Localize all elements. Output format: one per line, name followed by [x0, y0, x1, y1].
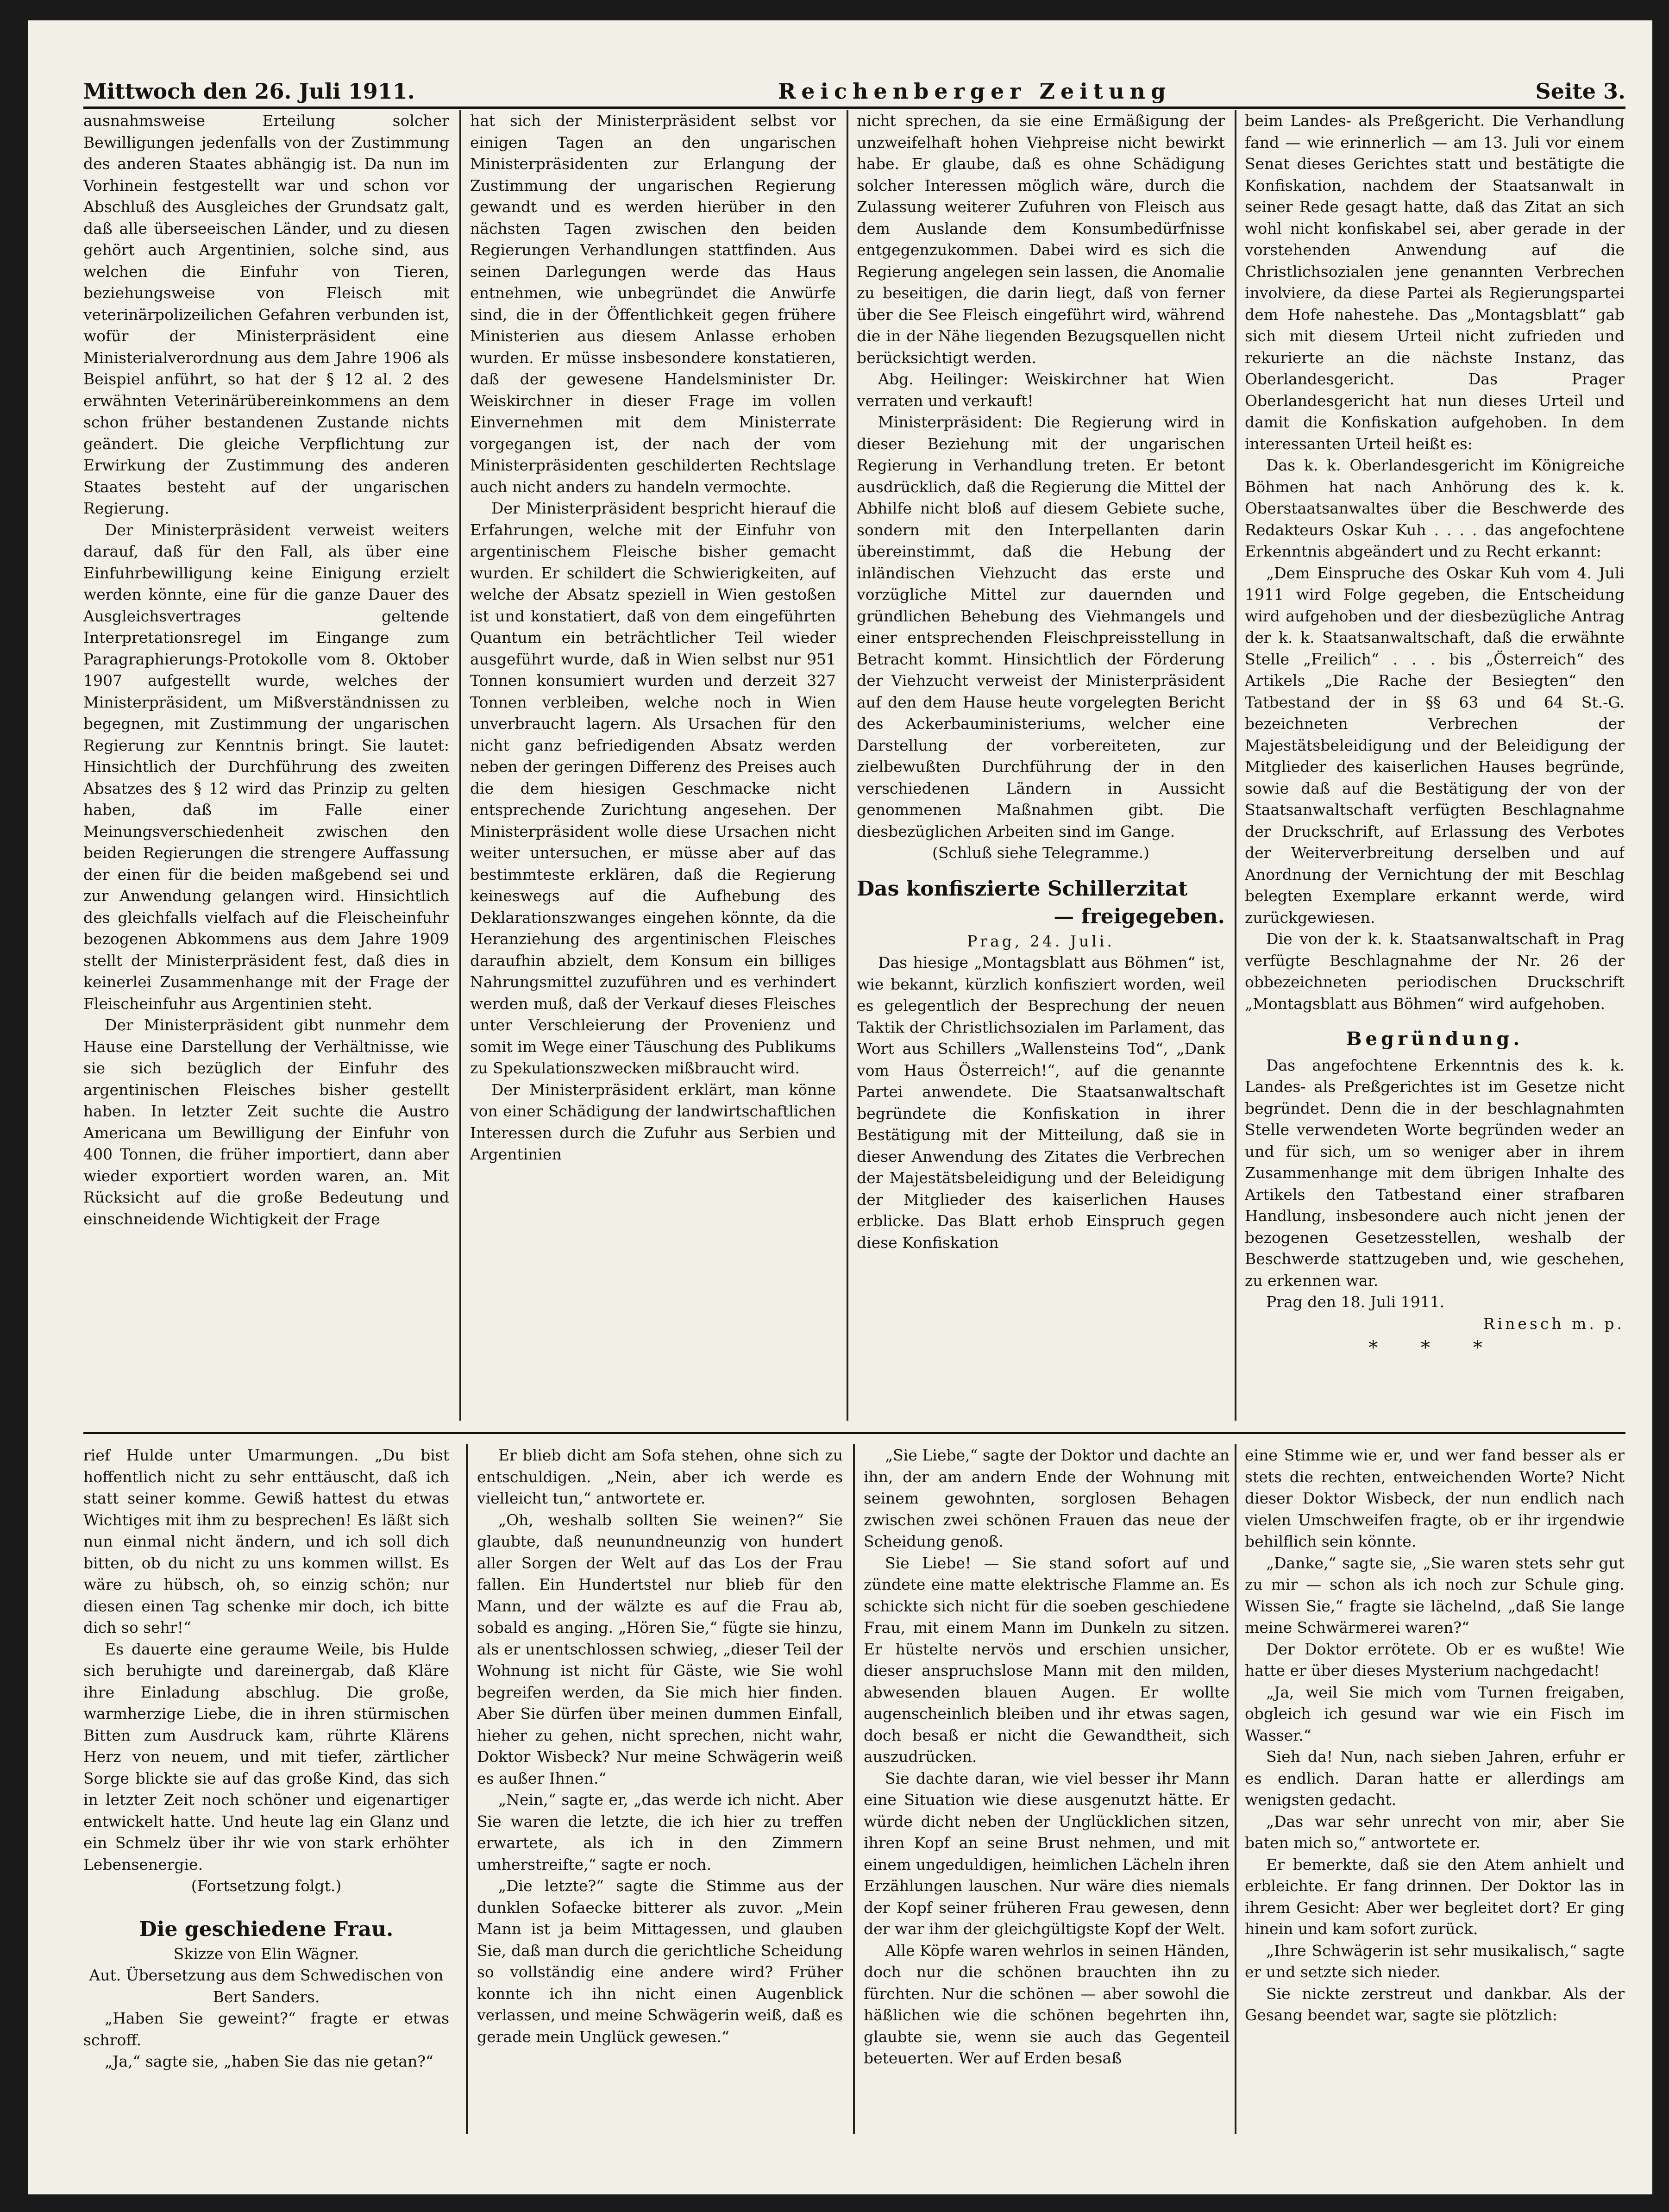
paragraph: Er bemerkte, daß sie den Atem anhielt und erbleichte. Er fang drinnen. Der Doktor las in ihrem Gesicht: Aber wer begleitet dort? Er ging hinein und kam sofort zurück.	[1245, 1855, 1625, 1938]
article-title-line-2: — freigegeben.	[1054, 904, 1225, 928]
paragraph: Sie Liebe! — Sie stand sofort auf und zündete eine matte elektrische Flamme an. Es schickte sich nicht für die soeben geschiedene Frau, mit einem Mann im Dunkeln zu sitzen. Er hüstelte nervös und erschien unsicher, dieser anspruchslose Mann mit den milden, abwesenden blauen Augen. Er wollte augenscheinlich bleiben und ihr etwas sagen, doch besaß er nicht die Gewandtheit, sich auszudrücken.	[864, 1554, 1230, 1766]
paragraph: Der Ministerpräsident verweist weiters darauf, daß für den Fall, als über eine Einfuhrbewilligung keine Einigung erzielt werden könnte, eine für die ganze Dauer des Ausgleichsvertrages geltende Interpretationsregel im Eingange zum Paragraphierungs-Protokolle vom 8. Oktober 1907 aufgestellt wurde, welches der Ministerpräsident, um Mißverständnissen zu begegnen, mit Zustimmung der ungarischen Regierung zur Kenntnis bringt. Sie lautet: Hinsichtlich der Durchführung des zweiten Absatzes des § 12 wird das Prinzip zu gelten haben, daß im Falle einer Meinungsverschiedenheit zwischen den beiden Regierungen die strengere Auffassung der einen für die beiden maßgebend sei und zur Anwendung gelangen wird. Hinsichtlich des gleichfalls vielfach auf die Fleischeinfuhr bezogenen Abkommens aus dem Jahre 1909 stellt der Ministerpräsident fest, daß dies in keinerlei Zusammenhange mit der Frage der Fleischeinfuhr aus Argentinien steht.	[83, 520, 449, 1013]
paragraph: Er blieb dicht am Sofa stehen, ohne sich zu entschuldigen. „Nein, aber ich werde es vielleicht tun,“ antwortete er.	[477, 1446, 843, 1507]
column-rule	[1235, 1444, 1236, 2134]
column-rule	[1235, 110, 1236, 1421]
paragraph: „Haben Sie geweint?“ fragte er etwas schroff.	[83, 2009, 449, 2049]
continuation-note: (Fortsetzung folgt.)	[191, 1877, 342, 1895]
paragraph: Der Ministerpräsident erklärt, man könne von einer Schädigung der landwirtschaftlichen Interessen durch die Zufuhr aus Serbien und Argentinien	[470, 1080, 836, 1163]
paragraph: ausnahmsweise Erteilung solcher Bewilligungen jedenfalls von der Zustimmung des anderen Staates abhängig ist. Da nun im Vorhinein festgestellt war und schon vor Abschluß des Ausgleiches der Grundsatz galt, daß alle überseeischen Länder, und zu diesen gehört auch Argentinien, solche sind, aus welchen die Einfuhr von Tieren, beziehungsweise von Fleisch mit veterinärpolizeilichen Gefahren verbunden ist, wofür der Ministerpräsident eine Ministerialverordnung aus dem Jahre 1906 als Beispiel anführt, so hat der § 12 al. 2 des erwähnten Veterinärübereinkommens an dem schon früher bestandenen Zustande nichts geändert. Die gleiche Verpflichtung zur Erwirkung der Zustimmung des anderen Staates besteht auf der ungarischen Regierung.	[83, 112, 449, 517]
article-title-line-1: Das konfiszierte Schillerzitat	[857, 877, 1188, 901]
paragraph: Abg. Heilinger: Weiskirchner hat Wien verraten und verkauft!	[857, 370, 1225, 410]
column-rule	[466, 1444, 468, 2134]
paragraph: „Das war sehr unrecht von mir, aber Sie baten mich so,“ antwortete er.	[1245, 1812, 1625, 1852]
paragraph: Sie dachte daran, wie viel besser ihr Mann eine Situation wie diese ausgenutzt hätte. Er würde dicht neben der Unglücklichen sitzen, ihren Kopf an seine Brust nehmen, und mit einem ungeduldigen, heimlichen Lächeln ihren Erzählungen lauschen. Nur wäre dies niemals der Kopf seiner früheren Frau gewesen, denn der war ihm der gleichgültigste Kopf der Welt.	[864, 1769, 1230, 1938]
scan-border-bottom	[0, 2194, 1669, 2212]
dateline: Prag, 24. Juli.	[967, 932, 1115, 950]
scan-border-left	[0, 0, 28, 2212]
section-stars: * * *	[1368, 1337, 1501, 1359]
article-column-1	[83, 110, 449, 1421]
section-heading: Begründung.	[1346, 1028, 1524, 1050]
paragraph: Es dauerte eine geraume Weile, bis Hulde sich beruhigte und dareinergab, daß Kläre ihre Einladung abschlug. Die große, warmherzige Liebe, die in ihren stürmischen Bitten zum Ausdruck kam, rührte Klärens Herz von neuem, und mit tiefer, zärtlicher Sorge blickte sie auf das große Kind, das sich in letzter Zeit noch schöner und eigenartiger entwickelt hatte. Und heute lag ein Glanz und ein Schmelz über ihr wie von stark erhöhter Lebensenergie.	[83, 1640, 449, 1874]
paragraph: Der Doktor errötete. Ob er es wußte! Wie hatte er über dieses Mysterium nachgedacht!	[1245, 1640, 1625, 1679]
feuilleton-column-4	[1245, 1445, 1625, 2135]
column-rule	[847, 110, 848, 1421]
scan-border-top	[0, 0, 1669, 20]
paragraph: hat sich der Ministerpräsident selbst vor einigen Tagen an den ungarischen Ministerpräsidenten zur Erlangung der Zustimmung der ungarischen Regierung gewandt und es werden hierüber in den nächsten Tagen zwischen den beiden Regierungen Verhandlungen stattfinden. Aus seinen Darlegungen werde das Haus entnehmen, wie unbegründet die Anwürfe sind, die in der Öffentlichkeit gegen frühere Ministerien aus diesem Anlasse erhoben wurden. Er müsse insbesondere konstatieren, daß der gewesene Handelsminister Dr. Weiskirchner in dieser Frage im vollen Einvernehmen mit dem Ministerrate vorgegangen ist, der nach der vom Ministerpräsidenten geschilderten Rechtslage auch nicht anders zu handeln vermochte.	[470, 112, 836, 496]
paragraph: Die von der k. k. Staatsanwaltschaft in Prag verfügte Beschlagnahme der Nr. 26 der obbezeichneten periodischen Druckschrift „Montagsblatt aus Böhmen“ wird aufgehoben.	[1245, 930, 1625, 1013]
paragraph: „Die letzte?“ sagte die Stimme aus der dunklen Sofaecke bitterer als zuvor. „Mein Mann ist ja beim Mittagessen, und glauben Sie, daß man durch die gerichtliche Scheidung so vollständig eine andere wird? Früher konnte ich ihn nicht einen Augenblick verlassen, und meine Schwägerin weiß, daß es gerade mein Unglück gewesen.“	[477, 1877, 843, 2046]
feuilleton-column-1	[83, 1445, 449, 2135]
header-paper-title: Reichenberger Zeitung	[778, 79, 1172, 104]
paragraph: Sie nickte zerstreut und dankbar. Als der Gesang beendet war, sagte sie plötzlich:	[1245, 1984, 1625, 2024]
story-translator: Aut. Übersetzung aus dem Schwedischen von Bert Sanders.	[89, 1966, 444, 2006]
paragraph: Der Ministerpräsident gibt nunmehr dem Hause eine Darstellung der Verhältnisse, wie sie sich bezüglich der Einfuhr des argentinischen Fleisches bisher gestellt haben. In letzter Zeit suchte die Austro Americana um Bewilligung der Einfuhr von 400 Tonnen, die früher importiert, dann aber wieder exportiert worden waren, an. Mit Rücksicht auf die große Bedeutung und einschneidende Wichtigkeit der Frage	[83, 1016, 449, 1228]
place-date: Prag den 18. Juli 1911.	[1266, 1293, 1445, 1311]
paragraph: Der Ministerpräsident bespricht hierauf die Erfahrungen, welche mit der Einfuhr von argentinischem Fleische bisher gemacht wurden. Er schildert die Schwierigkeiten, auf welche der Absatz speziell in Wien gestoßen ist und konstatiert, daß von dem eingeführten Quantum ein beträchtlicher Teil wieder ausgeführt wurde, daß in Wien selbst nur 951 Tonnen konsumiert wurden und derzeit 327 Tonnen verbleiben, welche noch in Wien unverbraucht lagern. Als Ursachen für den nicht ganz befriedigenden Absatz werden neben der geringen Differenz des Preises auch die dem hiesigen Geschmacke nicht entsprechende Zurichtung angesehen. Der Ministerpräsident wolle diese Ursachen nicht weiter untersuchen, er müsse aber auf das bestimmteste erklären, daß die Regierung keineswegs auf die Aufhebung des Deklarationszwanges eingehen könnte, da die Heranziehung des argentinischen Fleisches daraufhin abzielt, dem Konsum ein billiges Nahrungsmittel zuzuführen und es verhindert werden muß, daß der Verkauf dieses Fleisches unter Verschleierung der Provenienz und somit im Wege einer Täuschung des Publikums zu Spekulationszwecken mißbraucht wird.	[470, 499, 836, 1077]
feuilleton-column-3	[864, 1445, 1230, 2135]
story-title: Die geschiedene Frau.	[139, 1917, 394, 1941]
story-author: Skizze von Elin Wägner.	[173, 1944, 359, 1963]
paragraph: „Danke,“ sagte sie, „Sie waren stets sehr gut zu mir — schon als ich noch zur Schule ging. Wissen Sie,“ fragte sie lächelnd, „daß Sie lange meine Schwärmerei waren?“	[1245, 1554, 1625, 1636]
feuilleton-divider	[83, 1432, 1625, 1434]
paragraph: beim Landes- als Preßgericht. Die Verhandlung fand — wie erinnerlich — am 13. Juli vor einem Senat dieses Gerichtes statt und bestätigte die Konfiskation, nachdem der Staatsanwalt in seiner Rede gesagt hatte, daß das Zitat an sich wohl nicht konfiskabel sei, aber gerade in der vorstehenden Anwendung auf die Christlichsozialen jene genannten Verbrechen involviere, da diese Partei als Regierungspartei dem Hofe nahestehe. Das „Montagsblatt“ gab sich mit diesem Urteil nicht zufrieden und rekurierte an die nächste Instanz, das Oberlandesgericht. Das Prager Oberlandesgericht hat nun dieses Urteil und damit die Konfiskation aufgehoben. In dem interessanten Urteil heißt es:	[1245, 112, 1625, 453]
paragraph: Das angefochtene Erkenntnis des k. k. Landes- als Preßgerichtes ist im Gesetze nicht begründet. Denn die in der beschlagnahmten Stelle verwendeten Worte begründen weder an und für sich, um so weniger aber in ihrem Zusammenhange mit dem übrigen Inhalte des Artikels den Tatbestand einer strafbaren Handlung, insbesondere auch nicht jenen der bezogenen Gesetzesstellen, weshalb der Beschwerde stattzugeben und, wie geschehen, zu erkennen war.	[1245, 1056, 1625, 1290]
article-title	[857, 875, 1225, 931]
paragraph: „Ja, weil Sie mich vom Turnen freigaben, obgleich ich gesund war wie ein Fisch im Wasser.“	[1245, 1683, 1625, 1744]
scan-border-right	[1652, 0, 1669, 2212]
paragraph: eine Stimme wie er, und wer fand besser als er stets die rechten, entweichenden Worte? Nicht dieser Doktor Wisbeck, der nun endlich nach vielen Umschweifen fragte, ob er ihr irgendwie behilflich sein könnte.	[1245, 1446, 1625, 1550]
paragraph: „Nein,“ sagte er, „das werde ich nicht. Aber Sie waren die letzte, die ich hier zu treffen erwartete, als ich in den Zimmern umherstreifte,“ sagte er noch.	[477, 1791, 843, 1874]
paragraph: „Dem Einspruche des Oskar Kuh vom 4. Juli 1911 wird Folge gegeben, die Entscheidung wird aufgehoben und der diesbezügliche Antrag der k. k. Staatsanwaltschaft, daß die erwähnte Stelle „Freilich“ . . . bis „Österreich“ des Artikels „Die Rache der Besiegten“ den Tatbestand der in §§ 63 und 64 St.-G. bezeichneten Verbrechen der Majestätsbeleidigung und der Beleidigung der Mitglieder des kaiserlichen Hauses begründe, sowie daß auf die Bestätigung der von der Staatsanwaltschaft verfügten Beschlagnahme der Druckschrift, auf Erlassung des Verbotes der Weiterverbreitung derselben und auf Anordnung der Vernichtung der mit Beschlag belegten Exemplare erkannt werde, wird zurückgewiesen.	[1245, 564, 1625, 927]
paragraph: „Ihre Schwägerin ist sehr musikalisch,“ sagte er und setzte sich nieder.	[1245, 1941, 1625, 1981]
column-rule	[459, 110, 461, 1421]
article-column-2	[470, 110, 836, 1421]
header-date: Mittwoch den 26. Juli 1911.	[83, 79, 415, 104]
page-header	[83, 69, 1625, 109]
paragraph: Alle Köpfe waren wehrlos in seinen Händen, doch nur die schönen brauchten ihn zu fürchten. Nur die schönen — aber sowohl die häßlichen wie die schönen begehrten ihn, glaubte sie, wenn sie auch das Gegenteil beteuerten. Wer auf Erden besaß	[864, 1941, 1230, 2067]
paragraph: „Sie Liebe,“ sagte der Doktor und dachte an ihn, der am andern Ende der Wohnung mit seinem gewohnten, sorglosen Behagen zwischen zwei schönen Frauen das neue der Scheidung genoß.	[864, 1446, 1230, 1550]
article-column-3	[857, 110, 1225, 1421]
paragraph: Das k. k. Oberlandesgericht im Königreiche Böhmen hat nach Anhörung des k. k. Oberstaatsanwaltes über die Beschwerde des Redakteurs Oskar Kuh . . . . das angefochtene Erkenntnis abgeändert und zu Recht erkannt:	[1245, 456, 1625, 560]
closing-note: (Schluß siehe Telegramme.)	[932, 844, 1149, 862]
column-rule	[853, 1444, 855, 2134]
signature: Rinesch m. p.	[1483, 1314, 1625, 1333]
paragraph: „Ja,“ sagte sie, „haben Sie das nie getan?“	[105, 2052, 433, 2070]
feuilleton-column-2	[477, 1445, 843, 2135]
paragraph: Ministerpräsident: Die Regierung wird in dieser Beziehung mit der ungarischen Regierung in Verhandlung treten. Er betont ausdrücklich, daß die Regierung die Mittel der Abhilfe nicht bloß auf diesem Gebiete suche, sondern mit den Interpellanten darin übereinstimmt, daß die Hebung der inländischen Viehzucht das erste und vorzügliche Mittel zur dauernden und gründlichen Behebung des Viehmangels und einer entsprechenden Fleischpreisstellung in Betracht kommt. Hinsichtlich der Förderung der Viehzucht verweist der Ministerpräsident auf den dem Hause heute vorgelegten Bericht des Ackerbauministeriums, welcher eine Darstellung der vorbereiteten, zur zielbewußten Durchführung der in den verschiedenen Ländern in Aussicht genommenen Maßnahmen gibt. Die diesbezüglichen Arbeiten sind im Gange.	[857, 413, 1225, 840]
header-page-number: Seite 3.	[1535, 79, 1625, 104]
paragraph: Das hiesige „Montagsblatt aus Böhmen“ ist, wie bekannt, kürzlich konfisziert worden, weil es gelegentlich der Besprechung der neuen Taktik der Christlichsozialen im Parlament, das Wort aus Schillers „Wallensteins Tod“, „Dank vom Haus Österreich!“, auf die genannte Partei anwendete. Die Staatsanwaltschaft begründete die Konfiskation in ihrer Bestätigung mit der Mitteilung, daß sie in dieser Anwendung des Zitates die Verbrechen der Majestätsbeleidigung und der Beleidigung der Mitglieder des kaiserlichen Hauses erblicke. Das Blatt erhob Einspruch gegen diese Konfiskation	[857, 953, 1225, 1252]
article-column-4	[1245, 110, 1625, 1421]
paragraph: rief Hulde unter Umarmungen. „Du bist hoffentlich nicht zu sehr enttäuscht, daß ich statt seiner komme. Gewiß hattest du etwas Wichtiges mit ihm zu besprechen! Es läßt sich nun einmal nicht ändern, und ich soll dich bitten, ob du nicht zu uns kommen willst. Es wäre zu hübsch, oh, so einzig schön; nur diesen einen Tag schenke mir doch, ich bitte dich so sehr!“	[83, 1446, 449, 1636]
paragraph: nicht sprechen, da sie eine Ermäßigung der unzweifelhaft hohen Viehpreise nicht bewirkt habe. Er glaube, daß es ohne Schädigung solcher Interessen möglich wäre, durch die Zulassung weiterer Zufuhren von Fleisch aus dem Auslande dem Konsumbedürfnisse entgegenzukommen. Dabei wird es sich die Regierung angelegen sein lassen, die Anomalie zu beseitigen, die darin liegt, daß von ferner über die See Fleisch eingeführt wird, während die in der Nähe liegenden Bezugsquellen nicht berücksichtigt werden.	[857, 112, 1225, 367]
paragraph: Sieh da! Nun, nach sieben Jahren, erfuhr er es endlich. Daran hatte er allerdings am wenigsten gedacht.	[1245, 1748, 1625, 1809]
paragraph: „Oh, weshalb sollten Sie weinen?“ Sie glaubte, daß neunundneunzig von hundert aller Sorgen der Welt auf das Los der Frau fallen. Ein Hundertstel nur blieb für den Mann, und der wälzte es auf die Frau ab, sobald es anging. „Hören Sie,“ fügte sie hinzu, als er unentschlossen schwieg, „dieser Teil der Wohnung ist nicht für Gäste, wie Sie wohl begreifen werden, da Sie mich hier finden. Aber Sie dürfen über meinen dummen Einfall, hieher zu gehen, nicht sprechen, nicht wahr, Doktor Wisbeck? Nur meine Schwägerin weiß es außer Ihnen.“	[477, 1510, 843, 1787]
